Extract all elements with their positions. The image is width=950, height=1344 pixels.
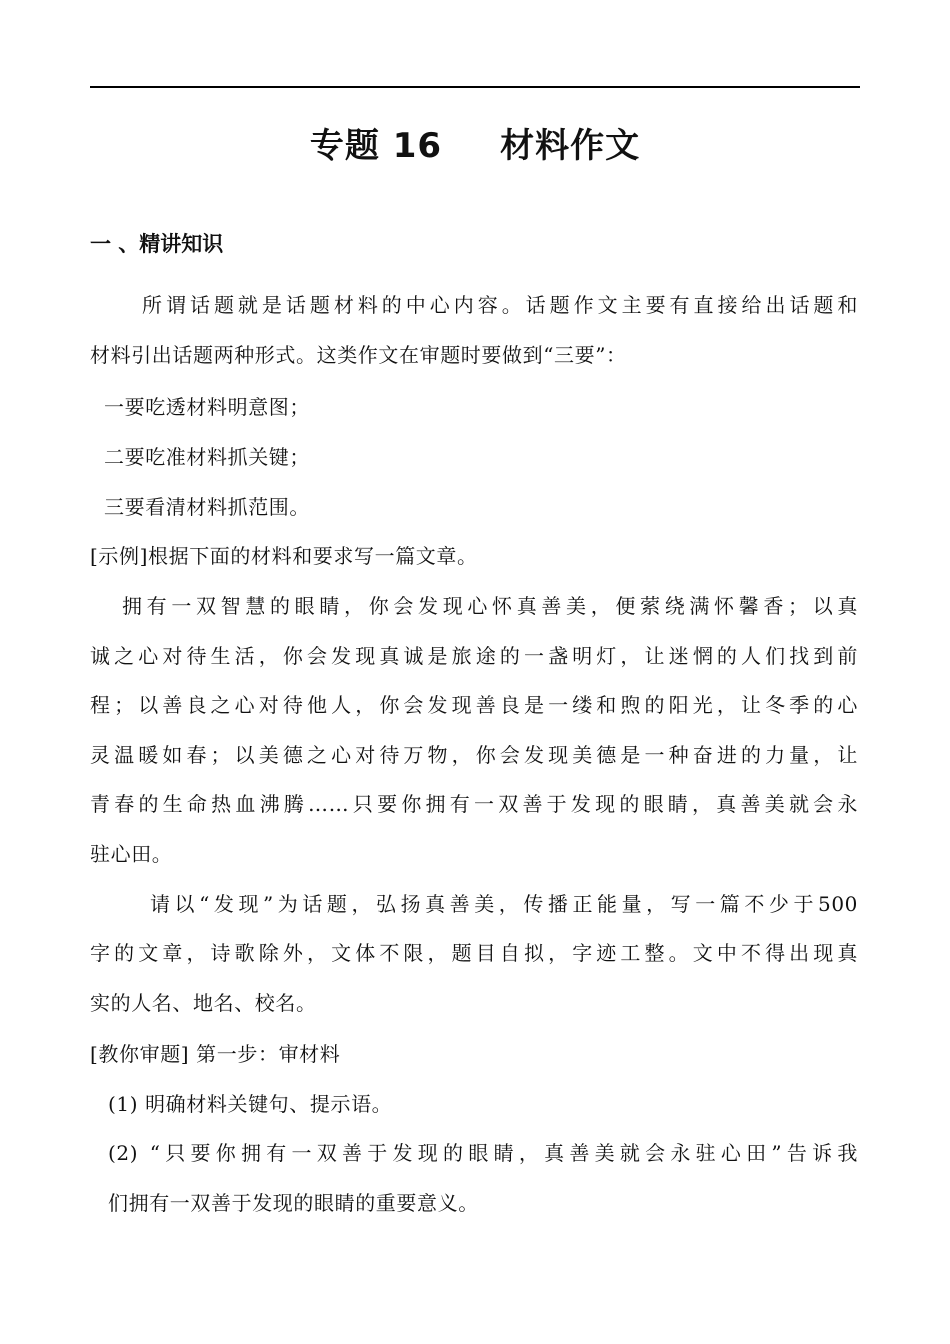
requirement-line: 请以“发现”为话题，弘扬真善美，传播正能量，写一篇不少于500 [150,892,858,916]
numbered-item: (2) “只要你拥有一双善于发现的眼睛，真善美就会永驻心田”告诉我 [108,1141,858,1165]
page-title [0,118,950,167]
numbered-item: (1) 明确材料关键句、提示语。 [108,1092,393,1116]
material-line: 驻心田。 [90,842,173,866]
material-line: 诚之心对待生活，你会发现真诚是旅途的一盏明灯，让迷惘的人们找到前 [90,644,858,668]
step-heading: [教你审题] 第一步：审材料 [90,1042,341,1066]
paragraph-line: 材料引出话题两种形式。这类作文在审题时要做到“三要”： [90,343,627,367]
title-topic-name: 材料作文 [500,126,641,166]
material-line: 拥有一双智慧的眼睛，你会发现心怀真善美，便萦绕满怀馨香；以真 [122,594,858,618]
material-line: 青春的生命热血沸腾……只要你拥有一双善于发现的眼睛，真善美就会永 [90,792,858,816]
list-item: 三要看清材料抓范围。 [104,495,310,519]
title-topic-number: 专题 16 [309,126,443,166]
numbered-item-continuation: 们拥有一双善于发现的眼睛的重要意义。 [108,1191,479,1215]
paragraph-line: 所谓话题就是话题材料的中心内容。话题作文主要有直接给出话题和 [142,293,858,317]
requirement-line: 字的文章，诗歌除外，文体不限，题目自拟，字迹工整。文中不得出现真 [90,941,858,965]
material-line: 程；以善良之心对待他人，你会发现善良是一缕和煦的阳光，让冬季的心 [90,693,858,717]
requirement-line: 实的人名、地名、校名。 [90,991,317,1015]
section-heading: 一 、精讲知识 [90,232,224,256]
material-line: 灵温暖如春；以美德之心对待万物，你会发现美德是一种奋进的力量，让 [90,743,858,767]
list-item: 二要吃准材料抓关键； [104,445,310,469]
header-rule [90,86,860,88]
example-heading: [示例]根据下面的材料和要求写一篇文章。 [90,544,478,568]
list-item: 一要吃透材料明意图； [104,395,310,419]
